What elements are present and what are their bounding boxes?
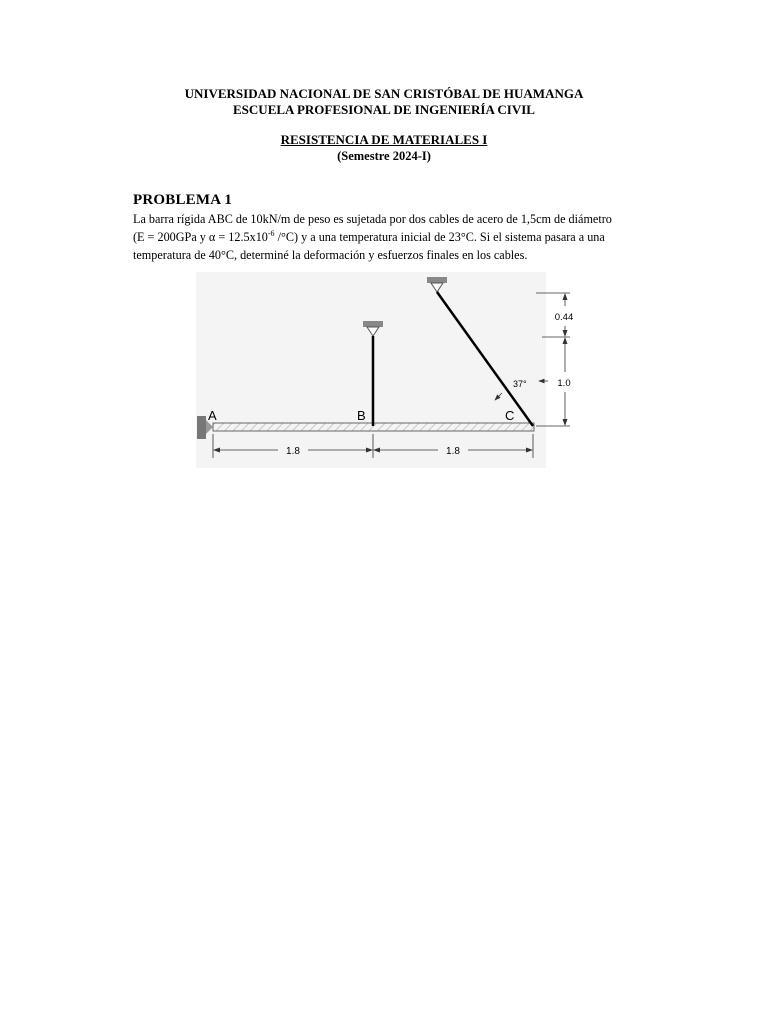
dim-arrow (563, 293, 568, 300)
semester-label: (Semestre 2024-I) (337, 149, 431, 163)
problem-text-line-2 (133, 229, 605, 245)
label-point-a: A (208, 408, 217, 423)
problem-text-line-3: temperatura de 40°C, determiné la deformación y esfuerzos finales en los cables. (133, 248, 528, 262)
problem-text-line-2-part-a: (E = 200GPa y α = 12.5x10 (133, 230, 268, 244)
exponent: -6 (267, 229, 275, 238)
dim-arrow (563, 337, 568, 344)
school-name: ESCUELA PROFESIONAL DE INGENIERÍA CIVIL (233, 102, 535, 117)
dim-arrow (563, 419, 568, 426)
problem-text-line-1: La barra rígida ABC de 10kN/m de peso es sujetada por dos cables de acero de 1,5cm de diámetro (133, 212, 612, 226)
dim-top-value: 0.44 (554, 312, 574, 323)
dim-bc-value: 1.8 (446, 446, 460, 457)
dim-ab-value: 1.8 (286, 446, 300, 457)
problem-text-line-2-part-b: /°C) y a una temperatura inicial de 23°C. Si el sistema pasara a una (274, 230, 605, 244)
problem-title: PROBLEMA 1 (133, 192, 233, 208)
university-name: UNIVERSIDAD NACIONAL DE SAN CRISTÓBAL DE HUAMANGA (184, 86, 584, 101)
wall-support (197, 416, 206, 439)
structure-diagram (196, 272, 574, 468)
angle-label: 37° (513, 379, 527, 389)
course-title: RESISTENCIA DE MATERIALES I (280, 132, 488, 147)
label-point-b: B (357, 408, 366, 423)
ceiling-support-c (427, 277, 447, 283)
dim-arrow (563, 330, 568, 337)
label-point-c: C (505, 408, 515, 423)
dim-mid-value: 1.0 (557, 378, 571, 389)
ceiling-support-b (363, 321, 383, 327)
